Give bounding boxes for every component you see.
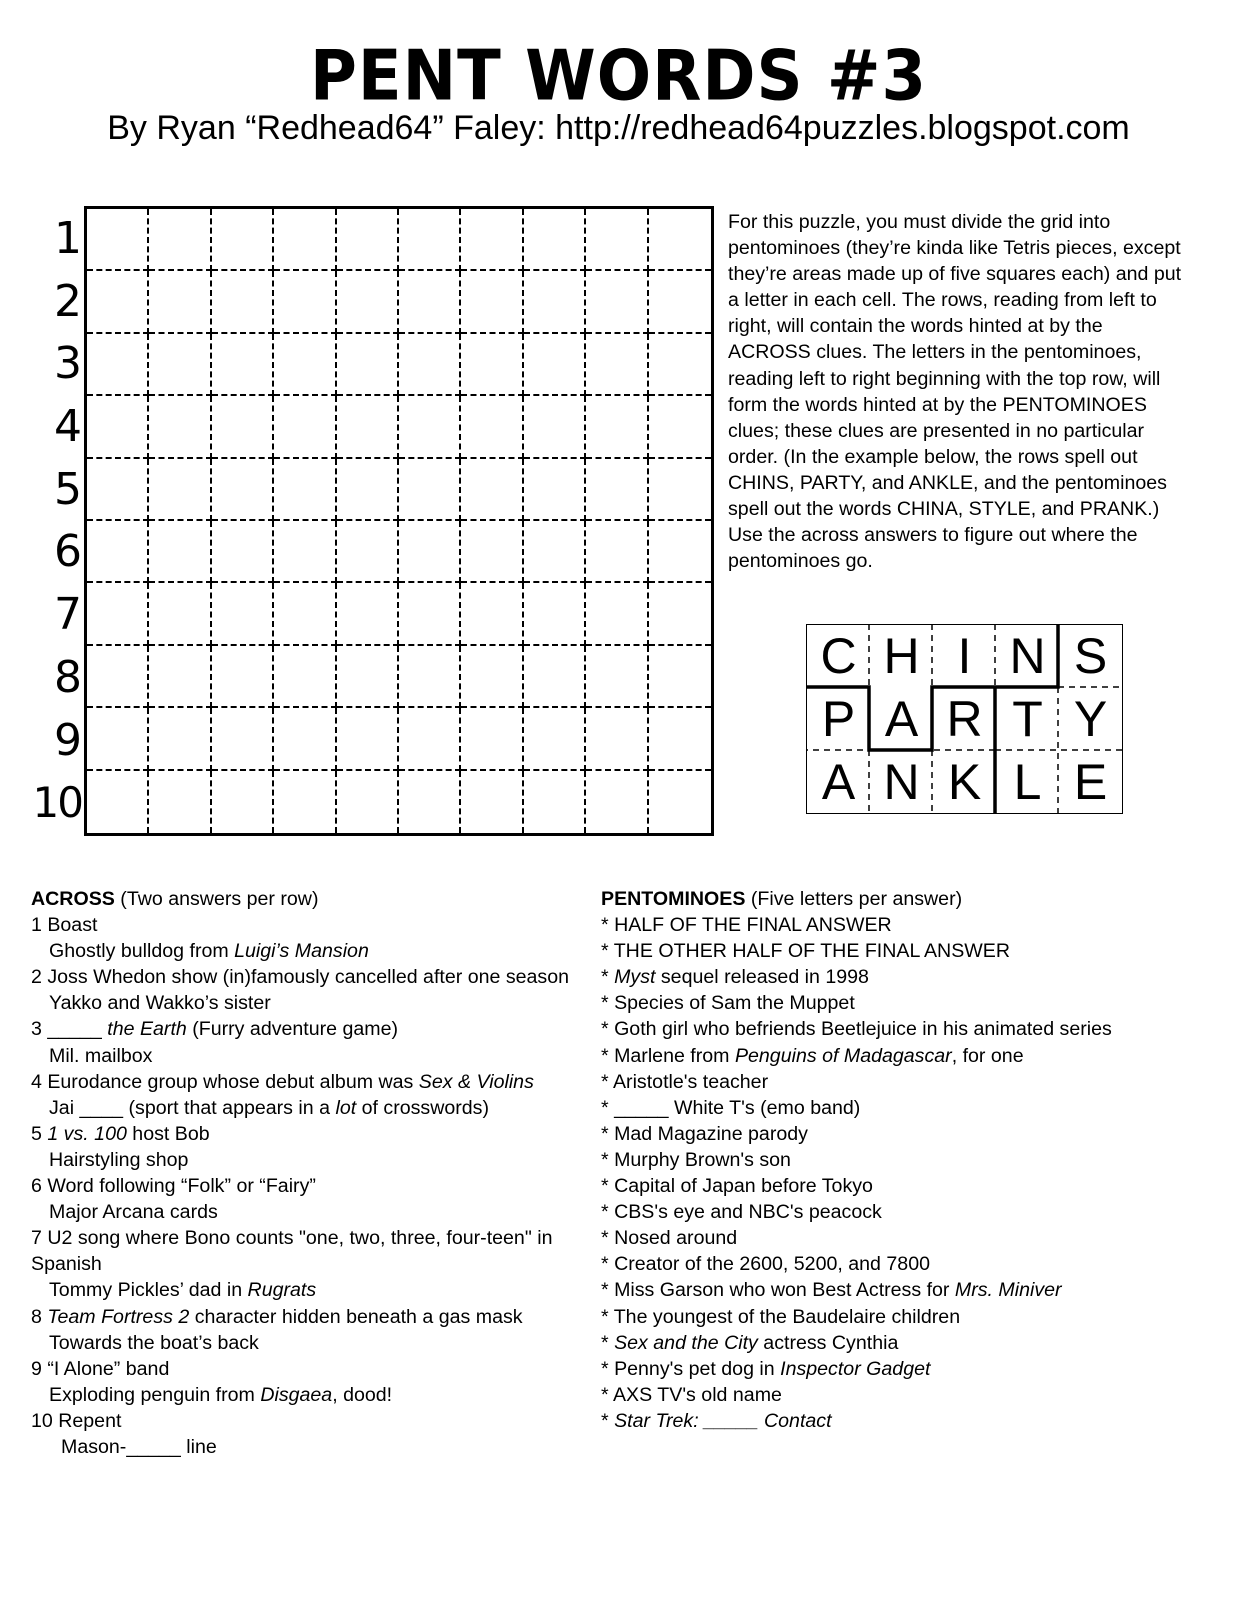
- example-cell: K: [947, 753, 982, 810]
- grid-cell[interactable]: [524, 583, 586, 645]
- grid-cell[interactable]: [524, 334, 586, 396]
- pentomino-clue: * Murphy Brown's son: [601, 1148, 791, 1171]
- grid-cell[interactable]: [524, 521, 586, 583]
- grid-cell[interactable]: [274, 209, 336, 271]
- grid-cell[interactable]: [337, 521, 399, 583]
- grid-cell[interactable]: [649, 396, 711, 458]
- pentomino-clue: * THE OTHER HALF OF THE FINAL ANSWER: [601, 940, 1010, 963]
- grid-cell[interactable]: [87, 583, 149, 645]
- across-clue-secondary: Yakko and Wakko’s sister: [49, 992, 271, 1015]
- pentomino-clue: * Goth girl who befriends Beetlejuice in his animated series: [601, 1018, 1112, 1041]
- across-clue-secondary: Ghostly bulldog from Luigi’s Mansion: [49, 940, 369, 963]
- row-label: 8: [54, 651, 82, 703]
- grid-cell[interactable]: [461, 271, 523, 333]
- row-label: 6: [54, 526, 82, 578]
- pentomino-list: [601, 912, 1221, 1434]
- pentomino-heading-label: PENTOMINOES: [601, 888, 746, 910]
- across-clue-secondary: Jai ____ (sport that appears in a lot of crosswords): [49, 1096, 490, 1119]
- example-cell: E: [1073, 753, 1108, 810]
- grid-cell[interactable]: [461, 583, 523, 645]
- grid-cell[interactable]: [274, 583, 336, 645]
- grid-cell[interactable]: [586, 646, 648, 708]
- pentomino-clue: * Aristotle's teacher: [601, 1070, 769, 1093]
- grid-cell[interactable]: [87, 708, 149, 770]
- grid-cell[interactable]: [461, 646, 523, 708]
- example-cell: T: [1012, 691, 1043, 748]
- grid-cell[interactable]: [586, 771, 648, 833]
- example-cell: R: [946, 691, 983, 748]
- pentomino-clue: * Sex and the City actress Cynthia: [601, 1331, 899, 1354]
- example-cell: L: [1013, 753, 1042, 810]
- grid-cell[interactable]: [212, 459, 274, 521]
- pentomino-clue: * Miss Garson who won Best Actress for Mrs. Miniver: [601, 1279, 1062, 1302]
- pentomino-clue: * HALF OF THE FINAL ANSWER: [601, 914, 892, 937]
- grid-cell[interactable]: [461, 708, 523, 770]
- grid-cell[interactable]: [461, 771, 523, 833]
- grid-cell[interactable]: [212, 646, 274, 708]
- grid-cell[interactable]: [87, 771, 149, 833]
- grid-cell[interactable]: [212, 209, 274, 271]
- grid-cell[interactable]: [524, 771, 586, 833]
- grid-cell[interactable]: [586, 334, 648, 396]
- grid-cell[interactable]: [399, 771, 461, 833]
- across-heading-note: (Two answers per row): [120, 888, 319, 910]
- grid-cell[interactable]: [274, 396, 336, 458]
- grid-cell[interactable]: [212, 396, 274, 458]
- pentomino-clue: * Species of Sam the Muppet: [601, 992, 855, 1015]
- grid-cell[interactable]: [649, 583, 711, 645]
- example-cell: P: [821, 691, 856, 748]
- example-cell: H: [883, 628, 920, 685]
- grid-cell[interactable]: [649, 646, 711, 708]
- grid-cell[interactable]: [524, 209, 586, 271]
- example-cell: N: [1009, 628, 1046, 685]
- across-clue-secondary: Exploding penguin from Disgaea, dood!: [49, 1383, 393, 1406]
- grid-cell[interactable]: [274, 271, 336, 333]
- grid-cell[interactable]: [399, 209, 461, 271]
- across-clue-secondary: Mil. mailbox: [49, 1044, 153, 1067]
- across-list: [31, 912, 591, 1460]
- grid-cell[interactable]: [399, 521, 461, 583]
- grid-cell[interactable]: [274, 521, 336, 583]
- row-label: 10: [32, 778, 82, 828]
- grid-cell[interactable]: [649, 209, 711, 271]
- row-label: 4: [54, 401, 82, 453]
- across-clue-primary: 2 Joss Whedon show (in)famously cancelled after one season: [31, 966, 570, 989]
- across-clue-secondary: Major Arcana cards: [49, 1201, 218, 1224]
- grid-cell[interactable]: [337, 459, 399, 521]
- row-label: 2: [54, 275, 82, 327]
- across-clue-primary: 9 “I Alone” band: [31, 1357, 170, 1380]
- grid-cell[interactable]: [461, 334, 523, 396]
- row-label: 9: [54, 714, 82, 766]
- pentomino-clue: * _____ White T's (emo band): [601, 1096, 861, 1119]
- grid-cell[interactable]: [87, 521, 149, 583]
- grid-cell[interactable]: [337, 583, 399, 645]
- grid-cell[interactable]: [586, 396, 648, 458]
- pentomino-heading-note: (Five letters per answer): [750, 888, 963, 910]
- across-clues: [31, 886, 591, 1460]
- grid-cell[interactable]: [149, 396, 211, 458]
- grid-cell[interactable]: [212, 334, 274, 396]
- across-clue-primary: 5 1 vs. 100 host Bob: [31, 1122, 210, 1145]
- grid-cell[interactable]: [337, 708, 399, 770]
- grid-cell[interactable]: [87, 334, 149, 396]
- pentomino-clue: * Nosed around: [601, 1227, 738, 1250]
- grid-cell[interactable]: [586, 583, 648, 645]
- pentomino-clue: * Marlene from Penguins of Madagascar, for one: [601, 1044, 1024, 1067]
- pentomino-clue: * Myst sequel released in 1998: [601, 966, 869, 989]
- grid-cell[interactable]: [149, 708, 211, 770]
- grid-cell[interactable]: [87, 459, 149, 521]
- row-labels: [20, 206, 82, 833]
- grid-cell[interactable]: [586, 708, 648, 770]
- grid-cell[interactable]: [274, 334, 336, 396]
- across-clue-secondary: Mason-_____ line: [61, 1435, 217, 1458]
- across-heading-label: ACROSS: [31, 888, 115, 910]
- pentomino-clue: * CBS's eye and NBC's peacock: [601, 1201, 882, 1224]
- grid-cell[interactable]: [524, 271, 586, 333]
- grid-cell[interactable]: [87, 271, 149, 333]
- grid-cell[interactable]: [149, 459, 211, 521]
- pentomino-heading: [601, 886, 1221, 912]
- grid-cell[interactable]: [149, 583, 211, 645]
- grid-cell[interactable]: [274, 459, 336, 521]
- across-clue-secondary: Tommy Pickles’ dad in Rugrats: [49, 1279, 317, 1302]
- row-label: 7: [54, 589, 82, 641]
- puzzle-title: PENT WORDS #3: [309, 37, 928, 117]
- pentomino-clue: * Penny's pet dog in Inspector Gadget: [601, 1357, 931, 1380]
- example-cell: S: [1073, 628, 1108, 685]
- puzzle-byline: By Ryan “Redhead64” Faley: http://redhead64puzzles.blogspot.com: [107, 109, 1130, 147]
- grid-cell[interactable]: [649, 334, 711, 396]
- grid-cell[interactable]: [586, 521, 648, 583]
- grid-cell[interactable]: [399, 334, 461, 396]
- across-clue-primary: 8 Team Fortress 2 character hidden beneath a gas mask: [31, 1305, 523, 1328]
- grid-cell[interactable]: [461, 396, 523, 458]
- grid-cell[interactable]: [212, 708, 274, 770]
- grid-cell[interactable]: [337, 646, 399, 708]
- across-clue-secondary: Towards the boat’s back: [49, 1331, 259, 1354]
- grid-cell[interactable]: [274, 646, 336, 708]
- grid-cell[interactable]: [274, 708, 336, 770]
- example-cell: I: [957, 628, 972, 685]
- puzzle-grid[interactable]: [84, 206, 714, 836]
- grid-cell[interactable]: [649, 771, 711, 833]
- across-clue-primary: 4 Eurodance group whose debut album was Sex & Violins: [31, 1070, 534, 1093]
- grid-cell[interactable]: [149, 521, 211, 583]
- grid-cell[interactable]: [399, 646, 461, 708]
- grid-cell[interactable]: [212, 583, 274, 645]
- example-cell: A: [821, 753, 856, 810]
- grid-cell[interactable]: [337, 334, 399, 396]
- instructions-text: For this puzzle, you must divide the grid into pentominoes (they’re kinda like Tetris pieces, except they’re areas made up of five squares each) and put a letter in each cell. The rows, reading from left to right, will contain the words hinted at by the ACROSS clues. The letters in the pentominoes, reading left to right beginning with the top row, will form the words hinted at by the PENTOMINOES clues; these clues are presented in no particular order. (In the example below, the rows spell out CHINS, PARTY, and ANKLE, and the pentominoes spell out the words CHINA, STYLE, and PRANK.) Use the across answers to figure out where the pentominoes go.: [728, 211, 1182, 573]
- grid-cell[interactable]: [649, 521, 711, 583]
- grid-cell[interactable]: [87, 209, 149, 271]
- grid-cell[interactable]: [399, 583, 461, 645]
- across-clue-primary: 7 U2 song where Bono counts "one, two, three, four-teen" in Spanish: [31, 1227, 553, 1276]
- row-label: 3: [54, 338, 82, 390]
- grid-cell[interactable]: [212, 271, 274, 333]
- grid-cell[interactable]: [212, 521, 274, 583]
- grid-cell[interactable]: [149, 209, 211, 271]
- grid-cell[interactable]: [337, 396, 399, 458]
- grid-cell[interactable]: [461, 209, 523, 271]
- grid-cell[interactable]: [87, 396, 149, 458]
- grid-cell[interactable]: [399, 708, 461, 770]
- example-cell: N: [883, 753, 920, 810]
- example-cell: Y: [1073, 691, 1108, 748]
- across-clue-secondary: Hairstyling shop: [49, 1148, 189, 1171]
- grid-cell[interactable]: [649, 459, 711, 521]
- grid-cell[interactable]: [87, 646, 149, 708]
- across-clue-primary: 1 Boast: [31, 914, 98, 937]
- grid-cell[interactable]: [461, 459, 523, 521]
- across-clue-primary: 3 _____ the Earth (Furry adventure game): [31, 1018, 399, 1041]
- grid-cell[interactable]: [274, 771, 336, 833]
- grid-cell[interactable]: [524, 708, 586, 770]
- pentomino-clues: [601, 886, 1221, 1434]
- grid-cell[interactable]: [399, 396, 461, 458]
- grid-cell[interactable]: [337, 271, 399, 333]
- grid-cell[interactable]: [461, 521, 523, 583]
- grid-cell[interactable]: [649, 271, 711, 333]
- grid-cell[interactable]: [149, 271, 211, 333]
- grid-cell[interactable]: [337, 771, 399, 833]
- grid-cell[interactable]: [586, 459, 648, 521]
- pentomino-clue: * Creator of the 2600, 5200, and 7800: [601, 1253, 930, 1276]
- grid-cell[interactable]: [149, 771, 211, 833]
- example-grid: [806, 624, 1123, 814]
- across-heading: [31, 886, 591, 912]
- grid-cell[interactable]: [524, 396, 586, 458]
- grid-cell[interactable]: [399, 459, 461, 521]
- grid-cell[interactable]: [149, 646, 211, 708]
- grid-cell[interactable]: [149, 334, 211, 396]
- across-clue-primary: 6 Word following “Folk” or “Fairy”: [31, 1175, 316, 1198]
- pentomino-clue: * Mad Magazine parody: [601, 1122, 808, 1145]
- example-cell: C: [820, 628, 857, 685]
- grid-cell[interactable]: [649, 708, 711, 770]
- grid-cell[interactable]: [337, 209, 399, 271]
- grid-cell[interactable]: [524, 646, 586, 708]
- across-clue-primary: 10 Repent: [31, 1409, 122, 1432]
- example-cell: A: [884, 691, 919, 748]
- grid-cell[interactable]: [586, 271, 648, 333]
- grid-cell[interactable]: [586, 209, 648, 271]
- pentomino-clue: * The youngest of the Baudelaire children: [601, 1305, 961, 1328]
- grid-cell[interactable]: [212, 771, 274, 833]
- grid-cell[interactable]: [399, 271, 461, 333]
- row-label: 1: [54, 213, 82, 264]
- pentomino-clue: * AXS TV's old name: [601, 1383, 782, 1406]
- pentomino-clue: * Star Trek: _____ Contact: [601, 1409, 832, 1432]
- row-label: 5: [54, 463, 82, 515]
- grid-cell[interactable]: [524, 459, 586, 521]
- pentomino-clue: * Capital of Japan before Tokyo: [601, 1175, 873, 1198]
